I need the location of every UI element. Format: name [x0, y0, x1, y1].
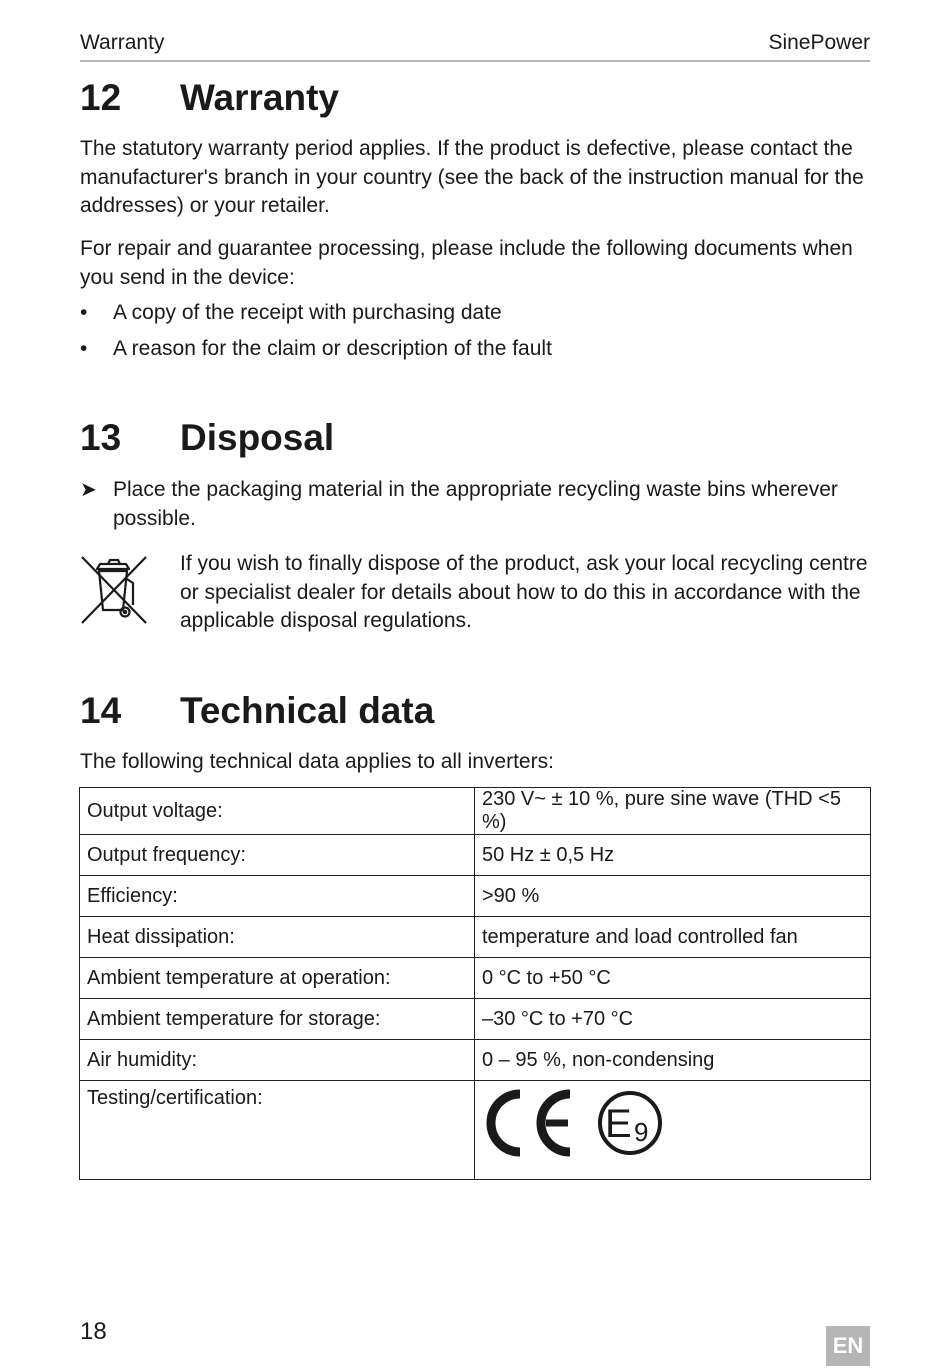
crossed-out-wheelie-bin-icon — [80, 553, 150, 628]
table-row — [80, 788, 871, 835]
table-row — [80, 1040, 871, 1081]
warranty-paragraph-1: The statutory warranty period applies. If the product is defective, please contact the manufacturer's branch in your country (see the back of the instruction manual for the addresses) or your retailer. — [80, 137, 864, 217]
list-item — [80, 335, 880, 364]
row-value: 230 V~ ± 10 %, pure sine wave (THD <5 %) — [475, 788, 871, 835]
section-title-warranty — [80, 76, 339, 120]
table-row — [80, 999, 871, 1040]
language-badge: EN — [826, 1326, 870, 1366]
row-value: temperature and load controlled fan — [475, 917, 871, 958]
warranty-paragraph-2: For repair and guarantee processing, please include the following documents when you send in the device: — [80, 237, 853, 289]
technical-data-table — [79, 787, 871, 1180]
row-label: Efficiency: — [80, 876, 475, 917]
bullet-icon: • — [80, 337, 88, 360]
certification-marks-cell — [475, 1081, 871, 1180]
section-heading: Disposal — [180, 417, 335, 458]
row-value: –30 °C to +70 °C — [475, 999, 871, 1040]
row-value: >90 % — [475, 876, 871, 917]
header-section-name: Warranty — [80, 31, 165, 54]
section-title-technical-data — [80, 689, 434, 733]
list-item-text: A reason for the claim or description of the fault — [113, 337, 552, 360]
e-mark-number: 9 — [634, 1117, 649, 1147]
disposal-final-text: If you wish to finally dispose of the product, ask your local recycling centre or specialist dealer for details about how to do this in accordance with the applicable disposal regulations. — [180, 552, 868, 632]
section-number: 13 — [80, 417, 122, 458]
row-label: Ambient temperature for storage: — [80, 999, 475, 1040]
row-value: 0 – 95 %, non-condensing — [475, 1040, 871, 1081]
page-number: 18 — [80, 1318, 107, 1345]
bullet-icon: • — [80, 301, 88, 324]
ce-mark-icon — [482, 1089, 576, 1157]
disposal-step-text: Place the packaging material in the appropriate recycling waste bins wherever possible. — [113, 478, 838, 530]
technical-intro: The following technical data applies to all inverters: — [80, 750, 554, 773]
disposal-instruction-step — [80, 476, 880, 533]
arrow-bullet-icon: ➤ — [80, 479, 97, 501]
table-row-certification — [80, 1081, 871, 1180]
table-row — [80, 876, 871, 917]
section-title-disposal — [80, 416, 334, 460]
section-heading: Warranty — [180, 77, 340, 118]
page-header — [80, 30, 870, 62]
section-number: 14 — [80, 690, 122, 731]
row-label: Output frequency: — [80, 835, 475, 876]
certification-marks — [482, 1087, 863, 1157]
e-mark-approval-icon — [596, 1089, 664, 1157]
row-label: Testing/certification: — [80, 1081, 475, 1180]
table-row — [80, 958, 871, 999]
section-number: 12 — [80, 77, 122, 118]
row-label: Heat dissipation: — [80, 917, 475, 958]
header-product-name: SinePower — [768, 31, 870, 54]
e-mark-letter: E — [605, 1102, 632, 1146]
list-item — [80, 299, 880, 328]
table-row — [80, 835, 871, 876]
warranty-documents-list — [80, 299, 880, 371]
section-heading: Technical data — [180, 690, 435, 731]
row-label: Output voltage: — [80, 788, 475, 835]
row-label: Ambient temperature at operation: — [80, 958, 475, 999]
row-value: 50 Hz ± 0,5 Hz — [475, 835, 871, 876]
row-label: Air humidity: — [80, 1040, 475, 1081]
row-value: 0 °C to +50 °C — [475, 958, 871, 999]
table-row — [80, 917, 871, 958]
list-item-text: A copy of the receipt with purchasing date — [113, 301, 502, 324]
